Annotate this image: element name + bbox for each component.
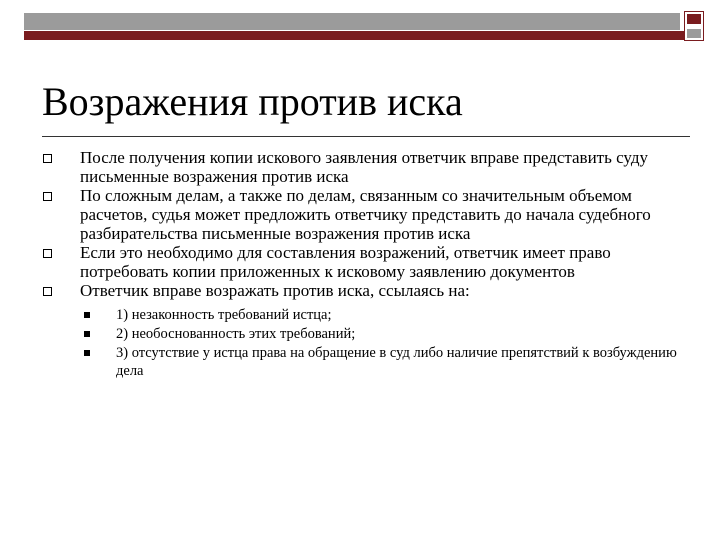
bullet-item: [42, 148, 690, 186]
filled-square-icon: [84, 350, 90, 356]
hollow-square-icon: [43, 287, 52, 296]
sub-bullet-list: [42, 306, 690, 380]
bullet-text: Ответчик вправе возражать против иска, ссылаясь на:: [80, 281, 470, 300]
sub-bullet-text: 1) незаконность требований истца;: [116, 307, 332, 323]
hollow-square-icon: [43, 192, 52, 201]
filled-square-icon: [84, 331, 90, 337]
hollow-square-icon: [43, 249, 52, 258]
sub-bullet-item: [42, 306, 690, 324]
corner-decoration-fill: [687, 14, 701, 24]
corner-decoration-fill-gray: [687, 29, 701, 38]
title-divider: [42, 136, 690, 137]
slide-title: Возражения против иска: [42, 79, 463, 124]
bullet-item: [42, 281, 690, 300]
bullet-text: После получения копии искового заявления ответчик вправе представить суду письменные возражения против иска: [80, 148, 649, 186]
bullet-text: Если это необходимо для составления возражений, ответчик имеет право потребовать копии приложенных к исковому заявлению документов: [80, 243, 611, 281]
sub-bullet-item: [42, 344, 690, 380]
sub-bullet-item: [42, 325, 690, 343]
sub-bullet-text: 3) отсутствие у истца права на обращение в суд либо наличие препятствий к возбуждению дела: [116, 345, 677, 379]
corner-decoration: [684, 11, 704, 41]
hollow-square-icon: [43, 154, 52, 163]
bullet-item: [42, 186, 690, 243]
slide-content: [42, 148, 690, 381]
top-banner-bar: [24, 13, 680, 30]
bullet-text: По сложным делам, а также по делам, связанным со значительным объемом расчетов, судья может предложить ответчику представить до начала судебного разбирательства письменные возражения против иска: [80, 186, 651, 243]
bullet-item: [42, 243, 690, 281]
top-accent-line: [24, 31, 684, 40]
filled-square-icon: [84, 312, 90, 318]
sub-bullet-text: 2) необоснованность этих требований;: [116, 326, 356, 342]
